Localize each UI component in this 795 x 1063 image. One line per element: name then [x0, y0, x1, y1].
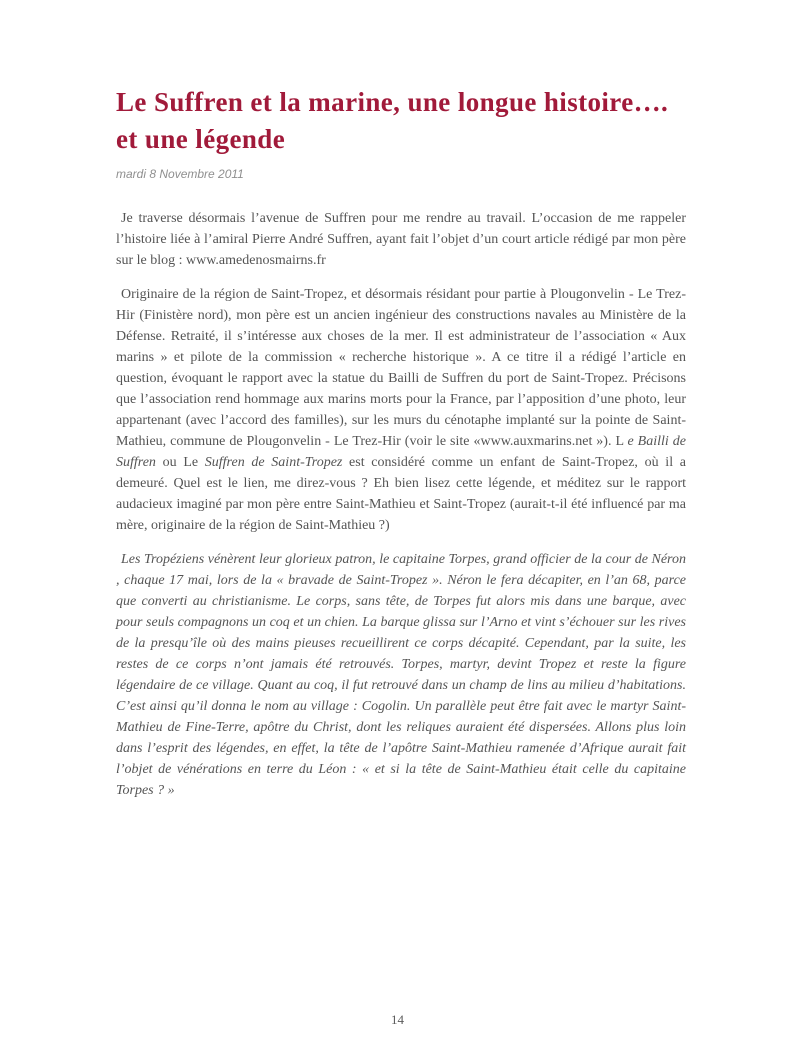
- paragraph-segment: Originaire de la région de Saint-Tropez, et désormais résidant pour partie à Plougonvelin - Le Trez-Hir (Finistère nord), mon père est un ancien ingénieur des constructions navales au Ministère de la Défense. Retraité, il s’intéresse aux choses de la mer. Il est administrateur de l’association « Aux marins » et pilote de la commission « recherche historique ». A ce titre il a rédigé l’article en question, évoquant le rapport avec la statue du Bailli de Suffren du port de Saint-Tropez. Précisons que l’association rend hommage aux marins morts pour la France, par l’apposition d’une photo, leur appartenant (avec l’accord des familles), sur les murs du cénotaphe implanté sur la pointe de Saint-Mathieu, commune de Plougonvelin - Le Trez-Hir (voir le site «www.auxmarins.net »). L: [116, 287, 686, 449]
- paragraph: [116, 284, 686, 536]
- paragraph-italic-segment: Les Tropéziens vénèrent leur glorieux patron, le capitaine Torpes, grand officier de la cour de Néron , chaque 17 mai, lors de la « bravade de Saint-Tropez ». Néron le fera décapiter, en l’an 68, parce que converti au christianisme. Le corps, sans tête, de Torpes fut alors mis dans une barque, avec pour seuls compagnons un coq et un chien. La barque glissa sur l’Arno et vint s’échouer sur les rives de la presqu’île où des mains pieuses recueillirent ce corps décapité. Cependant, par la suite, les restes de ce corps n’ont jamais été retrouvés. Torpes, martyr, devint Tropez et reste la figure légendaire de ce village. Quant au coq, il fut retrouvé dans un champ de lins au milieu d’habitations. C’est ainsi qu’il donna le nom au village : Cogolin. Un parallèle peut être fait avec le martyr Saint-Mathieu de Fine-Terre, apôtre du Christ, dont les reliques auraient été dispersées. Allons plus loin dans l’esprit des légendes, en effet, la tête de l’apôtre Saint-Mathieu ramenée d’Afrique aurait fait l’objet de vénérations en terre du Léon : « et si la tête de Saint-Mathieu était celle du capitaine Torpes ? »: [116, 552, 686, 798]
- page-title: Le Suffren et la marine, une longue histoire…. et une légende: [116, 87, 669, 154]
- paragraph-segment: est considéré comme un enfant de Saint-Tropez, où il a demeuré. Quel est le lien, me direz-vous ? Eh bien lisez cette légende, et méditez sur le rapport audacieux imaginé par mon père entre Saint-Mathieu et Saint-Tropez (aurait-t-il été influencé par ma mère, originaire de la région de Saint-Mathieu ?): [116, 455, 686, 533]
- paragraph: [116, 208, 686, 271]
- paragraph-segment: ou Le: [155, 455, 205, 470]
- article-content: [116, 84, 686, 814]
- paragraph-italic-segment: Suffren de Saint-Tropez: [204, 455, 343, 470]
- article-date: mardi 8 Novembre 2011: [116, 167, 244, 181]
- paragraph-segment: Je traverse désormais l’avenue de Suffren pour me rendre au travail. L’occasion de me rappeler l’histoire liée à l’amiral Pierre André Suffren, ayant fait l’objet d’un court article rédigé par mon père sur le blog : www.amedenosmairns.fr: [116, 211, 686, 268]
- paragraph: [116, 549, 686, 801]
- article-body: [116, 208, 686, 801]
- page-number: 14: [391, 1012, 404, 1027]
- paragraph-italic-segment: e Bailli de Suffren: [116, 434, 686, 470]
